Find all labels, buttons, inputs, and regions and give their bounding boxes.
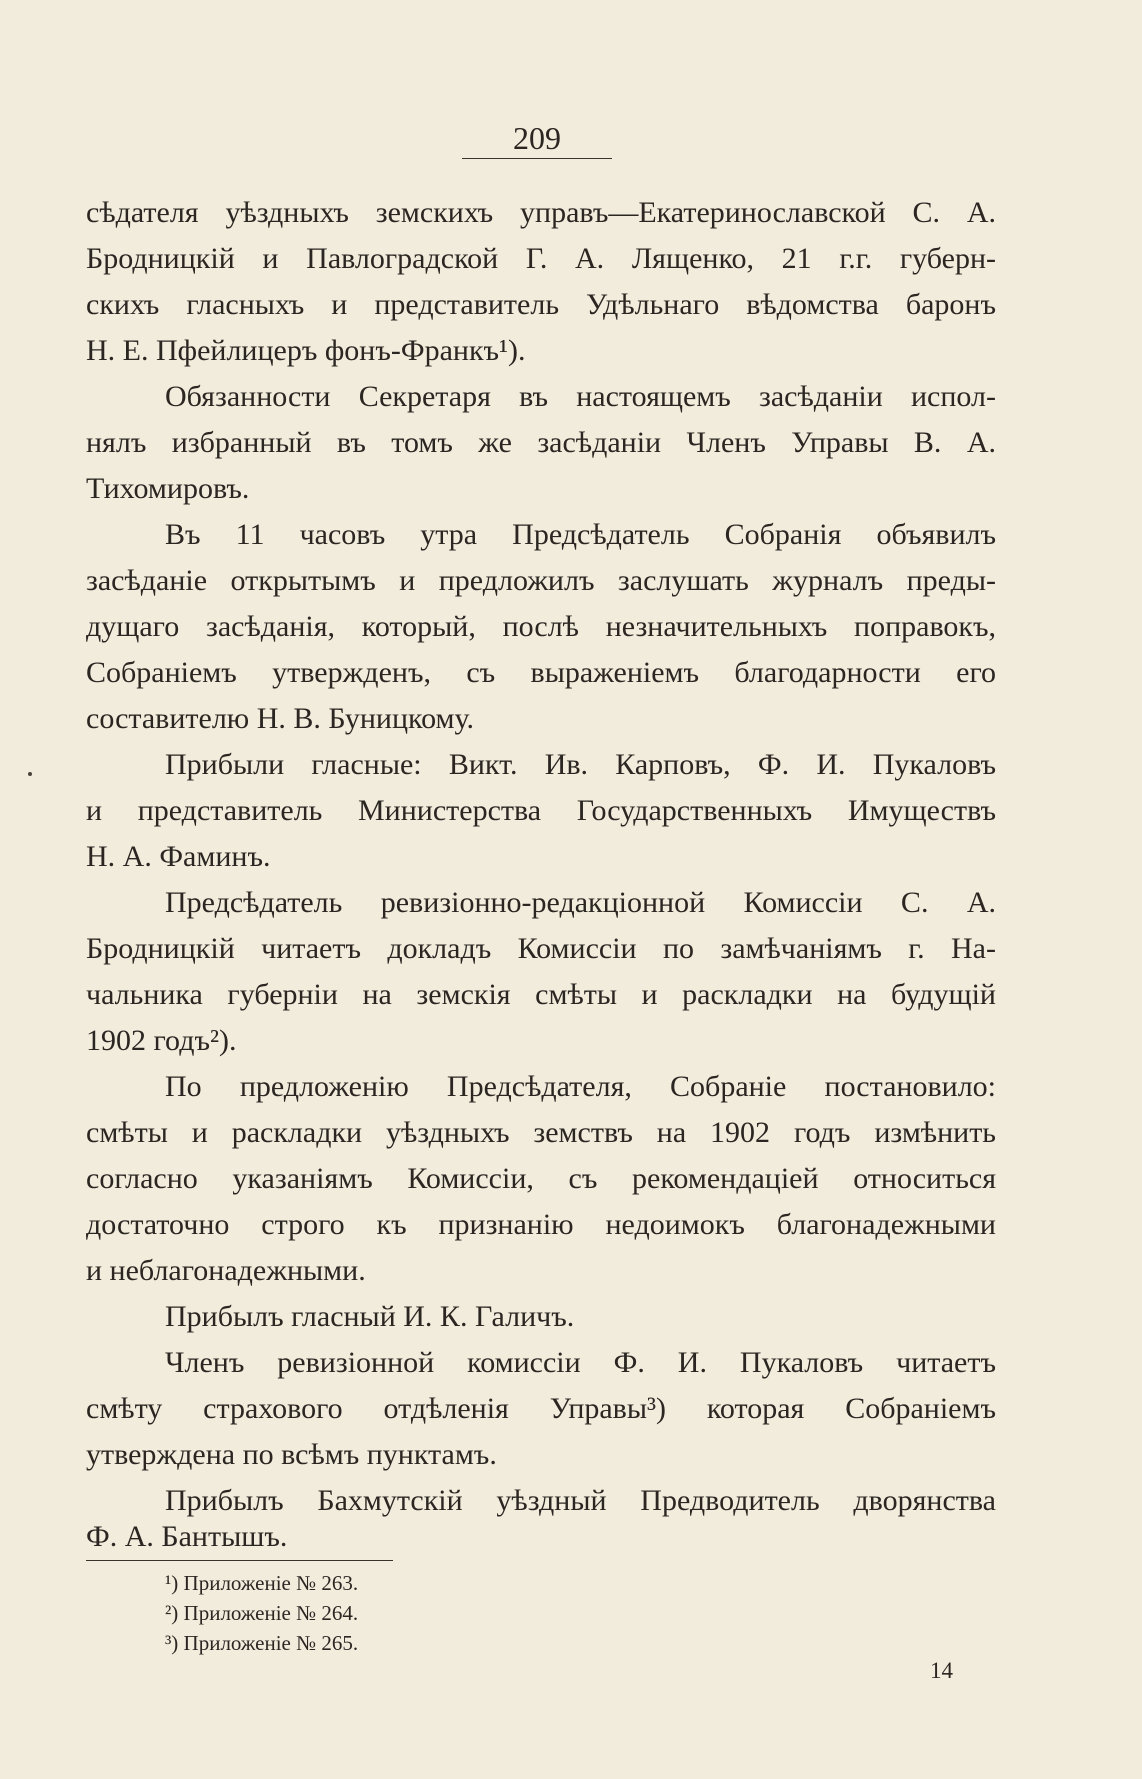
footnote-rule — [86, 1560, 393, 1561]
text-line: утверждена по всѣмъ пунктамъ. — [86, 1438, 497, 1471]
footnote: ³) Приложеніе № 265. — [165, 1631, 359, 1655]
text-line: Тихомировъ. — [86, 472, 250, 505]
text-line: Бродницкій читаетъ докладъ Комиссіи по замѣчаніямъ г. На- — [86, 932, 996, 965]
text-line: засѣданіе открытымъ и предложилъ заслушать журналъ преды- — [86, 564, 996, 597]
text-line: Обязанности Секретаря въ настоящемъ засѣданіи испол- — [165, 380, 996, 413]
text-line: По предложенію Предсѣдателя, Собраніе постановило: — [165, 1070, 996, 1103]
text-line: скихъ гласныхъ и представитель Удѣльнаго вѣдомства баронъ — [86, 288, 996, 321]
text-line: Предсѣдатель ревизіонно-редакціонной Комиссіи С. А. — [165, 886, 996, 919]
text-line: чальника губерніи на земскія смѣты и раскладки на будущій — [86, 978, 996, 1011]
page-number-rule — [462, 158, 612, 159]
ink-speck — [28, 772, 32, 776]
text-line: Ф. А. Бантышъ. — [86, 1520, 288, 1553]
text-line: 1902 годъ²). — [86, 1024, 237, 1057]
text-line: Бродницкій и Павлоградской Г. А. Лященко, 21 г.г. губерн- — [86, 242, 996, 275]
text-line: Н. А. Фаминъ. — [86, 840, 271, 873]
text-line: смѣту страхового отдѣленія Управы³) которая Собраніемъ — [86, 1392, 996, 1425]
text-line: смѣты и раскладки уѣздныхъ земствъ на 1902 годъ измѣнить — [86, 1116, 996, 1149]
text-line: Собраніемъ утвержденъ, съ выраженіемъ благодарности его — [86, 656, 996, 689]
page-number: 209 — [513, 120, 561, 156]
text-line: нялъ избранный въ томъ же засѣданіи Членъ Управы В. А. — [86, 426, 996, 459]
signature-mark: 14 — [930, 1658, 953, 1683]
text-line: и представитель Министерства Государственныхъ Имуществъ — [86, 794, 996, 827]
footnote: ²) Приложеніе № 264. — [165, 1601, 359, 1625]
text-line: сѣдателя уѣздныхъ земскихъ управъ—Екатеринославской С. А. — [86, 196, 996, 229]
text-line: Прибылъ Бахмутскій уѣздный Предводитель дворянства — [165, 1484, 996, 1517]
text-line: и неблагонадежными. — [86, 1254, 366, 1287]
text-line: дущаго засѣданія, который, послѣ незначительныхъ поправокъ, — [86, 610, 996, 643]
text-line: Прибылъ гласный И. К. Галичъ. — [165, 1300, 575, 1333]
text-line: согласно указаніямъ Комиссіи, съ рекомендаціей относиться — [86, 1162, 996, 1195]
text-line: Членъ ревизіонной комиссіи Ф. И. Пукаловъ читаетъ — [165, 1346, 996, 1379]
text-line: Н. Е. Пфейлицеръ фонъ-Франкъ¹). — [86, 334, 526, 367]
text-line: Прибыли гласные: Викт. Ив. Карповъ, Ф. И. Пукаловъ — [165, 748, 996, 781]
text-line: Въ 11 часовъ утра Предсѣдатель Собранія объявилъ — [165, 518, 996, 551]
text-line: составителю Н. В. Буницкому. — [86, 702, 474, 735]
footnote: ¹) Приложеніе № 263. — [165, 1571, 359, 1595]
text-line: достаточно строго къ признанію недоимокъ благонадежными — [86, 1208, 996, 1241]
